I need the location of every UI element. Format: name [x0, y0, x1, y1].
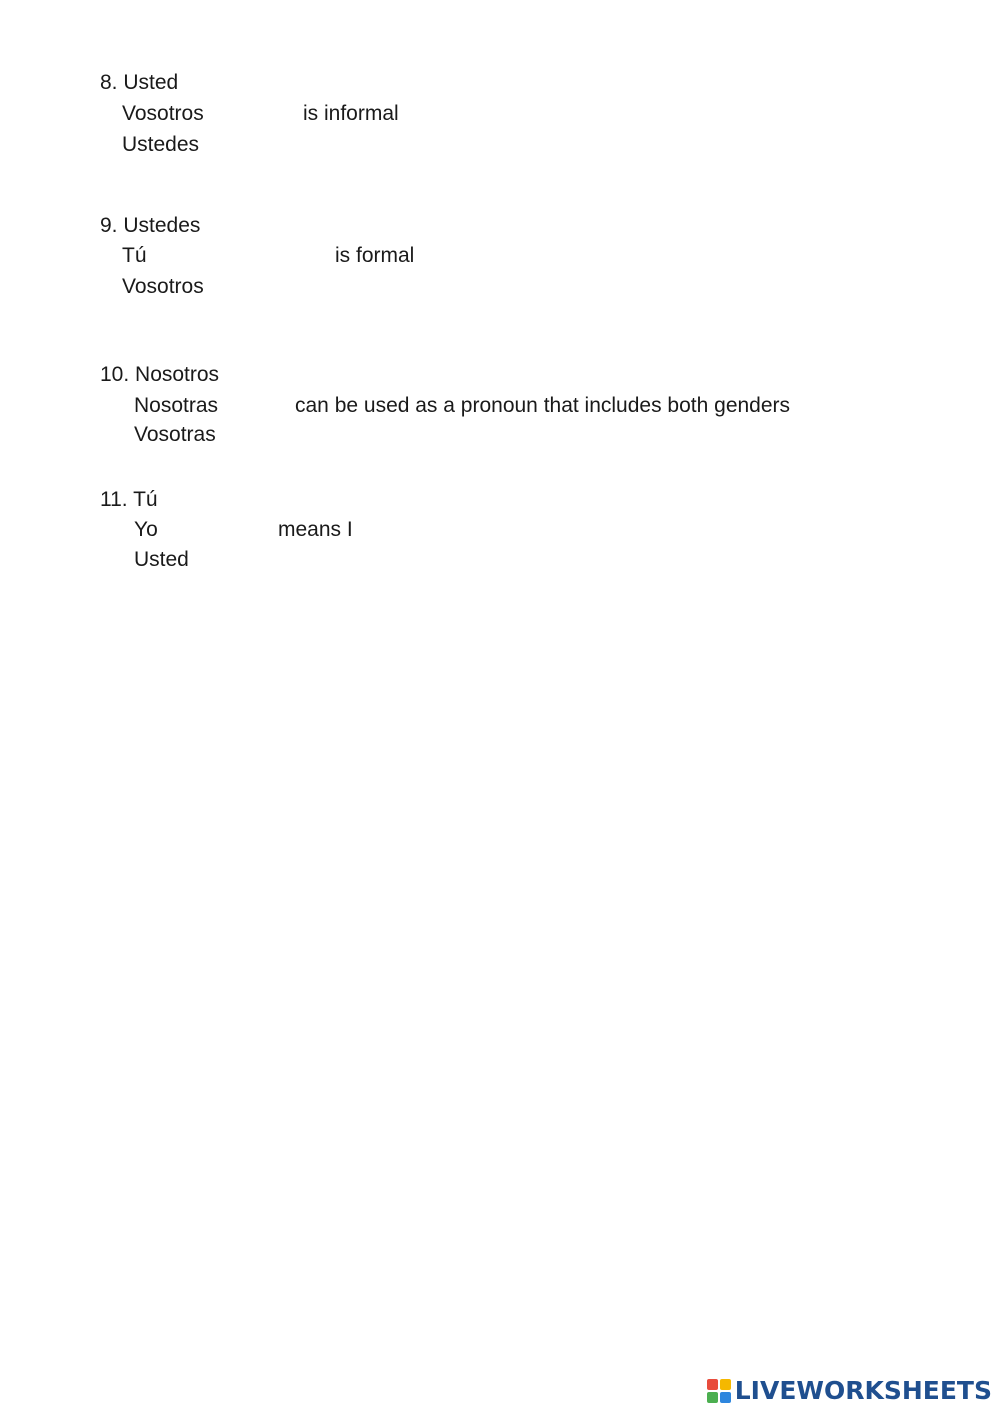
question-11-statement: means I — [278, 518, 353, 541]
question-10-statement: can be used as a pronoun that includes both genders — [295, 394, 791, 417]
question-8-option-2: Vosotros — [122, 102, 204, 125]
question-10-option-3: Vosotras — [134, 423, 216, 446]
question-9-statement: is formal — [335, 244, 415, 267]
question-11-option-1: 11. Tú — [100, 488, 158, 511]
question-9-option-1: 9. Ustedes — [100, 214, 201, 237]
logo-tile-icon — [707, 1392, 718, 1403]
logo-tile-icon — [720, 1392, 731, 1403]
logo-tile-icon — [720, 1379, 731, 1390]
question-8-option-3: Ustedes — [122, 133, 200, 156]
question-10-option-1: 10. Nosotros — [100, 363, 220, 386]
liveworksheets-logo — [707, 1376, 992, 1406]
question-8-option-1: 8. Usted — [100, 71, 179, 94]
question-8-statement: is informal — [303, 102, 399, 125]
question-11-option-2: Yo — [134, 518, 158, 541]
liveworksheets-logo-icon — [707, 1379, 731, 1403]
question-9-option-3: Vosotros — [122, 275, 204, 298]
question-10-option-2: Nosotras — [134, 394, 219, 417]
logo-text: LIVEWORKSHEETS — [734, 1376, 992, 1405]
logo-tile-icon — [707, 1379, 718, 1390]
question-9-option-2: Tú — [122, 244, 147, 267]
question-11-option-3: Usted — [134, 548, 189, 571]
